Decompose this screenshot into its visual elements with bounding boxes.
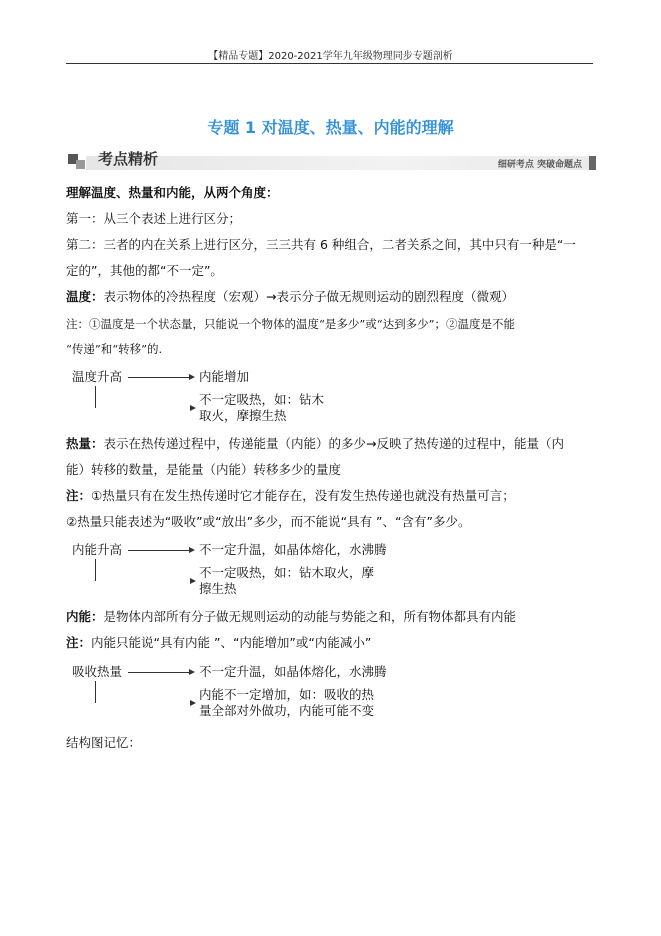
temperature-diagram-branch-line1: 不一定吸热，如：钻木 — [199, 392, 325, 407]
structure-label: 结构图记忆： — [66, 735, 142, 750]
heat-diagram-branch-line — [95, 559, 96, 581]
temperature-definition — [66, 288, 596, 306]
arrow-right-icon — [189, 669, 195, 675]
temperature-term: 温度： — [66, 289, 104, 304]
heat-diagram-arrow-line — [128, 550, 190, 551]
heat-diagram-branch-line2: 擦生热 — [199, 581, 237, 596]
internal-term: 内能： — [66, 609, 104, 624]
arrow-right-icon — [190, 700, 196, 706]
arrow-right-icon — [190, 405, 196, 411]
section-banner — [68, 148, 596, 170]
internal-definition-text: 是物体内部所有分子做无规则运动的动能与势能之和，所有物体都具有内能 — [103, 609, 517, 624]
heat-note1 — [66, 487, 596, 505]
temperature-diagram-arrow-line — [128, 377, 190, 378]
internal-definition — [66, 608, 596, 626]
temperature-diagram-target: 内能增加 — [199, 369, 250, 384]
internal-note — [66, 634, 596, 652]
heat-note-label: 注： — [66, 488, 92, 503]
banner-end-square-icon — [589, 156, 596, 170]
heat-diagram-branch-line1: 不一定吸热，如：钻木取火，摩 — [199, 565, 375, 580]
heat-diagram-target: 不一定升温，如晶体熔化，水沸腾 — [199, 542, 387, 557]
temperature-note-line2: “传递”和“转移”的. — [66, 342, 163, 356]
internal-diagram-start: 吸收热量 — [72, 664, 123, 679]
heat-note1-text: ①热量只有在发生热传递时它才能存在，没有发生热传递也就没有热量可言； — [91, 488, 515, 503]
arrow-right-icon — [189, 547, 195, 553]
heat-term: 热量： — [66, 436, 104, 451]
heat-definition-text: 表示在热传递过程中，传递能量（内能）的多少→反映了热传递的过程中，能量（内 — [103, 436, 564, 451]
temperature-definition-text: 表示物体的冷热程度（宏观）→表示分子做无规则运动的剧烈程度（微观） — [103, 289, 514, 304]
header-rule — [66, 63, 593, 64]
temperature-note-line1: 注：①温度是一个状态量，只能说一个物体的温度“是多少”或“达到多少”；②温度是不能 — [66, 317, 516, 331]
internal-diagram-target: 不一定升温，如晶体熔化，水沸腾 — [199, 664, 387, 679]
heat-definition-line1 — [66, 435, 596, 453]
arrow-right-icon — [189, 374, 195, 380]
heat-diagram-start: 内能升高 — [72, 542, 123, 557]
arrow-right-icon — [190, 578, 196, 584]
intro-lead: 理解温度、热量和内能，从两个角度： — [66, 185, 279, 200]
heat-note2: ②热量只能表述为“吸收”或“放出”多少，而不能说“具有 ”、“含有”多少。 — [66, 514, 471, 529]
internal-note-text: 内能只能说“具有内能 ”、“内能增加”或“内能减小” — [91, 635, 372, 650]
banner-subtitle: 细研考点 突破命题点 — [497, 160, 582, 170]
page-header: 【精品专题】2020-2021学年九年级物理同步专题剖析 — [208, 51, 453, 62]
intro-second-line1: 第二：三者的内在关系上进行区分，三三共有 6 种组合，二者关系之间，其中只有一种是“一 — [66, 237, 576, 252]
intro-second-line2: 定的”，其他的都“不一定”。 — [66, 263, 223, 278]
internal-diagram-branch-line — [95, 681, 96, 703]
banner-square-small-icon — [76, 160, 85, 169]
internal-diagram-arrow-line — [128, 672, 190, 673]
banner-label: 考点精析 — [98, 150, 159, 168]
temperature-diagram-branch-line — [95, 386, 96, 408]
intro-first: 第一：从三个表述上进行区分； — [66, 211, 242, 226]
page-title: 专题 1 对温度、热量、内能的理解 — [207, 118, 454, 137]
heat-definition-line2: 能）转移的数量，是能量（内能）转移多少的量度 — [66, 462, 342, 477]
internal-note-label: 注： — [66, 635, 92, 650]
internal-diagram-branch-line2: 量全部对外做功，内能可能不变 — [199, 703, 375, 718]
internal-diagram-branch-line1: 内能不一定增加，如：吸收的热 — [199, 687, 375, 702]
temperature-diagram-start: 温度升高 — [72, 369, 123, 384]
temperature-diagram-branch-line2: 取火，摩擦生热 — [199, 408, 287, 423]
